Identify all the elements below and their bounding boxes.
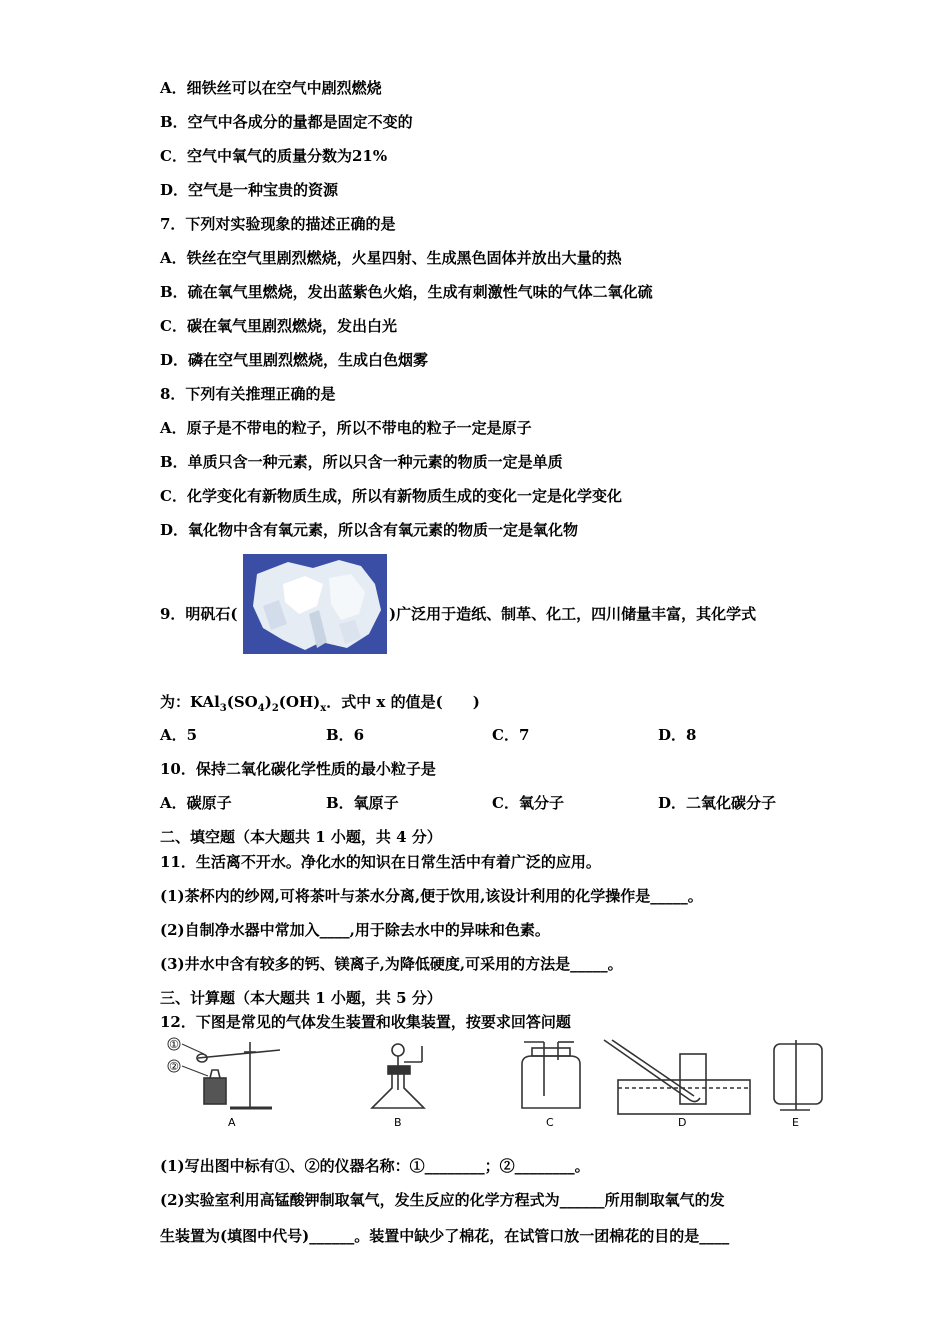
figure-label-c: C [546, 1116, 554, 1129]
q8-option-d: D．氧化物中含有氧元素，所以含有氧元素的物质一定是氧化物 [160, 521, 579, 539]
q6-option-b: B．空气中各成分的量都是固定不变的 [160, 113, 413, 131]
figure-label-a: A [228, 1116, 236, 1129]
q12-part1: (1)写出图中标有①、②的仪器名称：①________；②________。 [160, 1157, 590, 1175]
apparatus-e [774, 1040, 822, 1110]
q10-option-d: D．二氧化碳分子 [658, 794, 777, 812]
q9-stem-after: )广泛用于造纸、制革、化工，四川储量丰富，其化学式 [389, 605, 757, 623]
apparatus-b [372, 1044, 424, 1108]
alum-stone-photo [243, 554, 387, 654]
figure-label-e: E [792, 1116, 799, 1129]
q11-part1: (1)茶杯内的纱网,可将茶叶与茶水分离,便于饮用,该设计利用的化学操作是_____。 [160, 887, 703, 905]
apparatus-c [522, 1042, 580, 1108]
q10-option-a: A．碳原子 [160, 794, 232, 812]
q7-option-b: B．硫在氧气里燃烧，发出蓝紫色火焰，生成有刺激性气味的气体二氧化硫 [160, 283, 653, 301]
gas-apparatus-figure [160, 1036, 840, 1132]
section3-title: 三、计算题（本大题共 1 小题，共 5 分） [160, 989, 442, 1007]
apparatus-d [604, 1040, 750, 1114]
figure-label-d: D [678, 1116, 687, 1129]
figure-label-b: B [394, 1116, 402, 1129]
q8-option-c: C．化学变化有新物质生成，所以有新物质生成的变化一定是化学变化 [160, 487, 622, 505]
q6-option-d: D．空气是一种宝贵的资源 [160, 181, 339, 199]
q8-option-a: A．原子是不带电的粒子，所以不带电的粒子一定是原子 [160, 419, 532, 437]
q10-option-b: B．氧原子 [326, 794, 399, 812]
formula-tail: ．式中 x 的值是( ) [326, 693, 480, 711]
q9-option-a: A．5 [160, 726, 198, 744]
figure-marker-1: ① [169, 1038, 179, 1051]
q9-option-d: D．8 [658, 726, 697, 744]
q9-formula [160, 692, 480, 719]
q11-stem: 11．生活离不开水。净化水的知识在日常生活中有着广泛的应用。 [160, 853, 601, 871]
formula-sub-x: x [320, 703, 327, 714]
formula-oh: (OH) [278, 693, 321, 711]
q6-option-c: C．空气中氧气的质量分数为21% [160, 147, 388, 165]
formula-sub-o: 4 [257, 703, 265, 714]
q8-option-b: B．单质只含一种元素，所以只含一种元素的物质一定是单质 [160, 453, 563, 471]
q12-part2-line1: (2)实验室利用高锰酸钾制取氧气，发生反应的化学方程式为______所用制取氧气的发 [160, 1191, 725, 1209]
section2-title: 二、填空题（本大题共 1 小题，共 4 分） [160, 828, 442, 846]
q9-option-b: B．6 [326, 726, 365, 744]
formula-sub-al: 3 [219, 703, 227, 714]
q11-part2: (2)自制净水器中常加入____,用于除去水中的异味和色素。 [160, 921, 550, 939]
q7-option-a: A．铁丝在空气里剧烈燃烧，火星四射、生成黑色固体并放出大量的热 [160, 249, 622, 267]
q9-stem-before: 9．明矾石( [160, 605, 238, 623]
q9-option-c: C．7 [492, 726, 530, 744]
apparatus-a [168, 1038, 280, 1108]
q12-stem: 12．下图是常见的气体发生装置和收集装置，按要求回答问题 [160, 1013, 571, 1031]
formula-sub-2: 2 [271, 703, 279, 714]
q12-part2-line2: 生装置为(填图中代号)______。装置中缺少了棉花，在试管口放一团棉花的目的是____ [160, 1227, 730, 1245]
q10-stem: 10．保持二氧化碳化学性质的最小粒子是 [160, 760, 436, 778]
q7-option-c: C．碳在氧气里剧烈燃烧，发出白光 [160, 317, 397, 335]
formula-close: ) [264, 693, 272, 711]
q7-option-d: D．磷在空气里剧烈燃烧，生成白色烟雾 [160, 351, 429, 369]
q7-stem: 7．下列对实验现象的描述正确的是 [160, 215, 396, 233]
formula-so4: (SO [226, 693, 258, 711]
q10-option-c: C．氧分子 [492, 794, 564, 812]
figure-marker-2: ② [169, 1060, 179, 1073]
q6-option-a: A．细铁丝可以在空气中剧烈燃烧 [160, 79, 382, 97]
q8-stem: 8．下列有关推理正确的是 [160, 385, 336, 403]
formula-prefix: 为：KAl [160, 693, 220, 711]
q11-part3: (3)井水中含有较多的钙、镁离子,为降低硬度,可采用的方法是_____。 [160, 955, 623, 973]
